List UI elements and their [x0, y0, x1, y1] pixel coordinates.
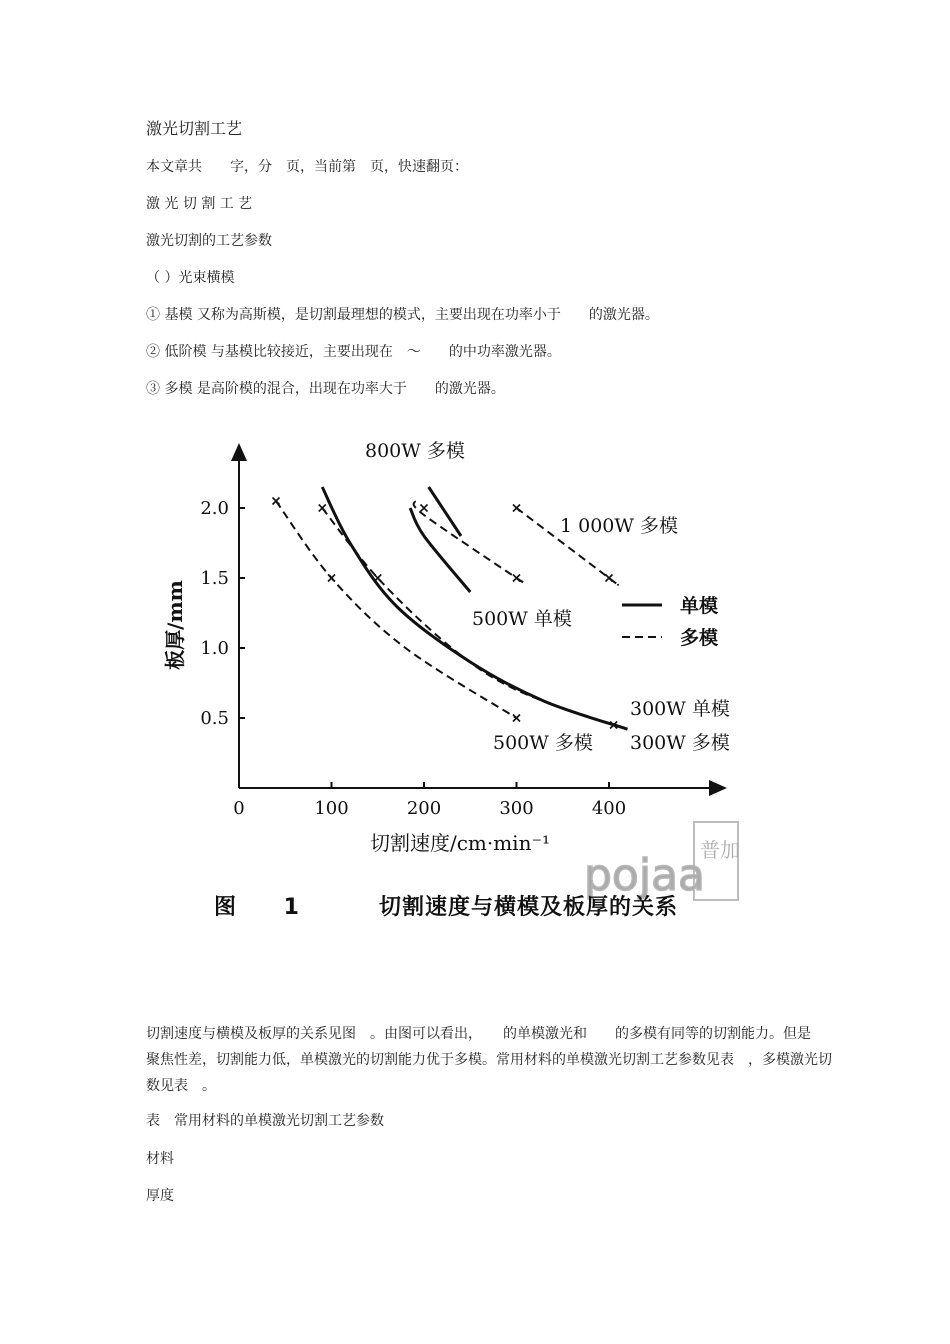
data-point-marker: [513, 505, 520, 512]
y-axis-label: 板厚/mm: [163, 580, 187, 670]
label-500w-multimode: 500W 多模: [493, 732, 593, 754]
x-tick-label: 300: [499, 798, 534, 819]
marker-cross: [319, 505, 326, 512]
marker-cross: [374, 575, 381, 582]
figure-chart: [160, 425, 740, 875]
label-300w-multimode: 300W 多模: [630, 732, 730, 754]
marker-cross: [273, 498, 280, 505]
svg-text:pojaa: pojaa: [584, 850, 705, 901]
data-point-marker: [513, 715, 520, 722]
section-heading: 激光切割的工艺参数: [146, 233, 272, 249]
list-item: ① 基模 又称为高斯模，是切割最理想的模式，主要出现在功率小于 的激光器。: [146, 307, 659, 323]
data-point-marker: [319, 505, 326, 512]
x-tick-label: 400: [591, 798, 627, 819]
legend-dashed-label: 多模: [680, 627, 719, 649]
subsection-heading: （ ）光束横模: [146, 270, 235, 286]
series-line: [410, 508, 470, 592]
data-point-marker: [606, 575, 613, 582]
marker-cross: [328, 575, 335, 582]
table-header-thickness: 厚度: [146, 1188, 174, 1204]
x-tick-label: 200: [406, 798, 442, 819]
doc-title: 激光切割工艺: [146, 119, 243, 138]
x-tick-label: 100: [314, 798, 349, 819]
x-tick-label: 0: [233, 798, 245, 819]
label-300w-singlemode: 300W 单模: [630, 698, 730, 720]
table-title: 表 常用材料的单模激光切割工艺参数: [146, 1113, 384, 1129]
y-tick-label: 2.0: [200, 498, 229, 519]
table-header-material: 材料: [146, 1151, 174, 1167]
label-1000w-multimode: 1 000W 多模: [560, 515, 678, 537]
data-point-marker: [273, 498, 280, 505]
doc-meta: 本文章共 字，分 页，当前第 页，快速翻页：: [146, 159, 468, 175]
watermark-logo: [582, 812, 742, 912]
marker-cross: [513, 575, 520, 582]
label-500w-singlemode: 500W 单模: [472, 608, 572, 630]
y-tick-label: 1.5: [200, 568, 229, 589]
y-tick-label: 1.0: [200, 638, 229, 659]
marker-cross: [421, 505, 428, 512]
legend-solid-label: 单模: [680, 595, 719, 617]
paragraph-line: 数见表 。: [146, 1078, 216, 1094]
marker-cross: [513, 715, 520, 722]
marker-cross: [513, 505, 520, 512]
list-item: ② 低阶模 与基模比较接近，主要出现在 ～ 的中功率激光器。: [146, 344, 561, 360]
svg-text:普加: 普加: [700, 838, 740, 862]
doc-spaced-title: 激 光 切 割 工 艺: [146, 196, 253, 212]
y-tick-label: 0.5: [200, 708, 229, 729]
marker-cross: [606, 575, 613, 582]
body-paragraph: [146, 1021, 950, 1099]
label-800w-multimode: 800W 多模: [365, 440, 465, 462]
data-point-marker: [421, 505, 428, 512]
data-point-marker: [513, 575, 520, 582]
figure-number: 图 1: [214, 895, 319, 920]
data-point-marker: [328, 575, 335, 582]
figure-caption-text: 切割速度与横模及板厚的关系: [378, 895, 678, 920]
paragraph-line: 切割速度与横模及板厚的关系见图 。由图可以看出， 的单模激光和 的多模有同等的切割能力。但是: [146, 1026, 811, 1042]
paragraph-line: 聚焦性差，切割能力低，单模激光的切割能力优于多模。常用材料的单模激光切割工艺参数见表 ，多模激光切: [146, 1052, 832, 1068]
x-axis-label: 切割速度/cm·min⁻¹: [369, 831, 551, 855]
list-item: ③ 多模 是高阶模的混合，出现在功率大于 的激光器。: [146, 381, 505, 397]
data-point-marker: [374, 575, 381, 582]
